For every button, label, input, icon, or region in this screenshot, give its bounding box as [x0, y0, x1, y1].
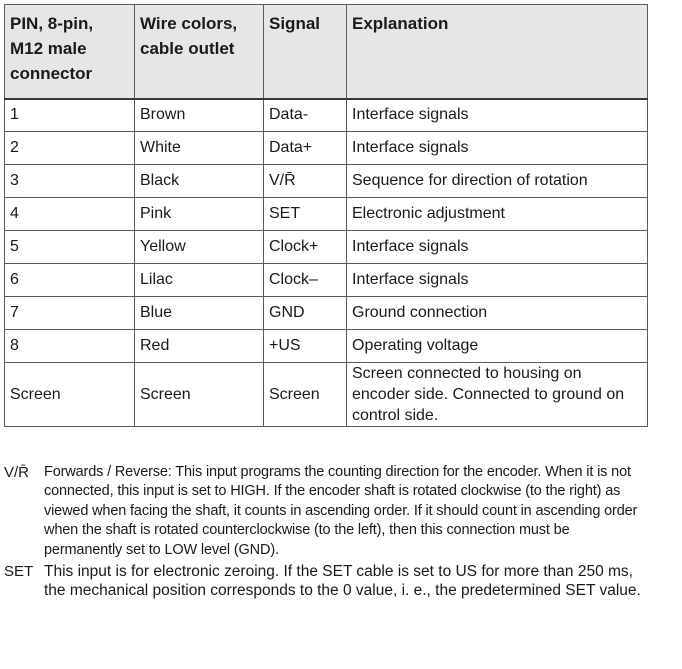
table-row — [5, 99, 648, 132]
pin-assignment-table — [4, 4, 648, 427]
cell-signal: +US — [264, 330, 347, 363]
cell-signal: Screen — [264, 363, 347, 427]
table-header-row — [5, 5, 648, 99]
table-row — [5, 231, 648, 264]
cell-explanation: Electronic adjustment — [347, 198, 648, 231]
cell-explanation: Interface signals — [347, 99, 648, 132]
cell-pin: 1 — [5, 99, 135, 132]
cell-explanation: Interface signals — [347, 231, 648, 264]
cell-signal: Clock+ — [264, 231, 347, 264]
cell-wire: Yellow — [135, 231, 264, 264]
cell-wire: Screen — [135, 363, 264, 427]
cell-signal: GND — [264, 297, 347, 330]
cell-pin: 6 — [5, 264, 135, 297]
cell-explanation: Sequence for direction of rotation — [347, 165, 648, 198]
table-row — [5, 198, 648, 231]
header-signal: Signal — [264, 5, 347, 99]
table-row — [5, 165, 648, 198]
cell-signal: SET — [264, 198, 347, 231]
cell-signal: V/R̄ — [264, 165, 347, 198]
cell-pin: Screen — [5, 363, 135, 427]
cell-signal: Data+ — [264, 132, 347, 165]
cell-pin: 4 — [5, 198, 135, 231]
cell-pin: 5 — [5, 231, 135, 264]
table-row — [5, 330, 648, 363]
cell-pin: 7 — [5, 297, 135, 330]
cell-pin: 8 — [5, 330, 135, 363]
note-text: This input is for electronic zeroing. If the SET cable is set to US for more than 250 ms, the mechanical position corresponds to the 0 value, i. e., the predetermined SET value. — [44, 563, 641, 600]
cell-explanation: Screen connected to housing on encoder side. Connected to ground on control side. — [347, 363, 648, 427]
cell-signal: Data- — [264, 99, 347, 132]
cell-pin: 2 — [5, 132, 135, 165]
cell-wire: Blue — [135, 297, 264, 330]
cell-wire: Pink — [135, 198, 264, 231]
cell-wire: White — [135, 132, 264, 165]
table-row — [5, 264, 648, 297]
header-pin: PIN, 8-pin, M12 male connector — [5, 5, 135, 99]
cell-explanation: Ground connection — [347, 297, 648, 330]
table-row — [5, 132, 648, 165]
note-term: SET — [4, 563, 34, 581]
table-row — [5, 363, 648, 427]
cell-pin: 3 — [5, 165, 135, 198]
cell-explanation: Interface signals — [347, 264, 648, 297]
note-set — [4, 562, 644, 601]
cell-wire: Red — [135, 330, 264, 363]
signal-notes — [4, 463, 644, 603]
note-text: Forwards / Reverse: This input programs the counting direction for the encoder. When it is not connected, this input is set to HIGH. If the encoder shaft is rotated clockwise (to the right) as viewed when facing the shaft, it counts in ascending order. If it should count in ascending order when the shaft is rotated counterclockwise (to the left), then this connection must be permanently set to LOW level (GND). — [44, 464, 638, 558]
note-direction — [4, 463, 644, 560]
note-term: V/R̄ — [4, 464, 30, 481]
cell-wire: Lilac — [135, 264, 264, 297]
cell-wire: Brown — [135, 99, 264, 132]
cell-explanation: Operating voltage — [347, 330, 648, 363]
cell-wire: Black — [135, 165, 264, 198]
cell-signal: Clock– — [264, 264, 347, 297]
header-wire-colors: Wire colors, cable outlet — [135, 5, 264, 99]
header-explanation: Explanation — [347, 5, 648, 99]
cell-explanation: Interface signals — [347, 132, 648, 165]
table-row — [5, 297, 648, 330]
